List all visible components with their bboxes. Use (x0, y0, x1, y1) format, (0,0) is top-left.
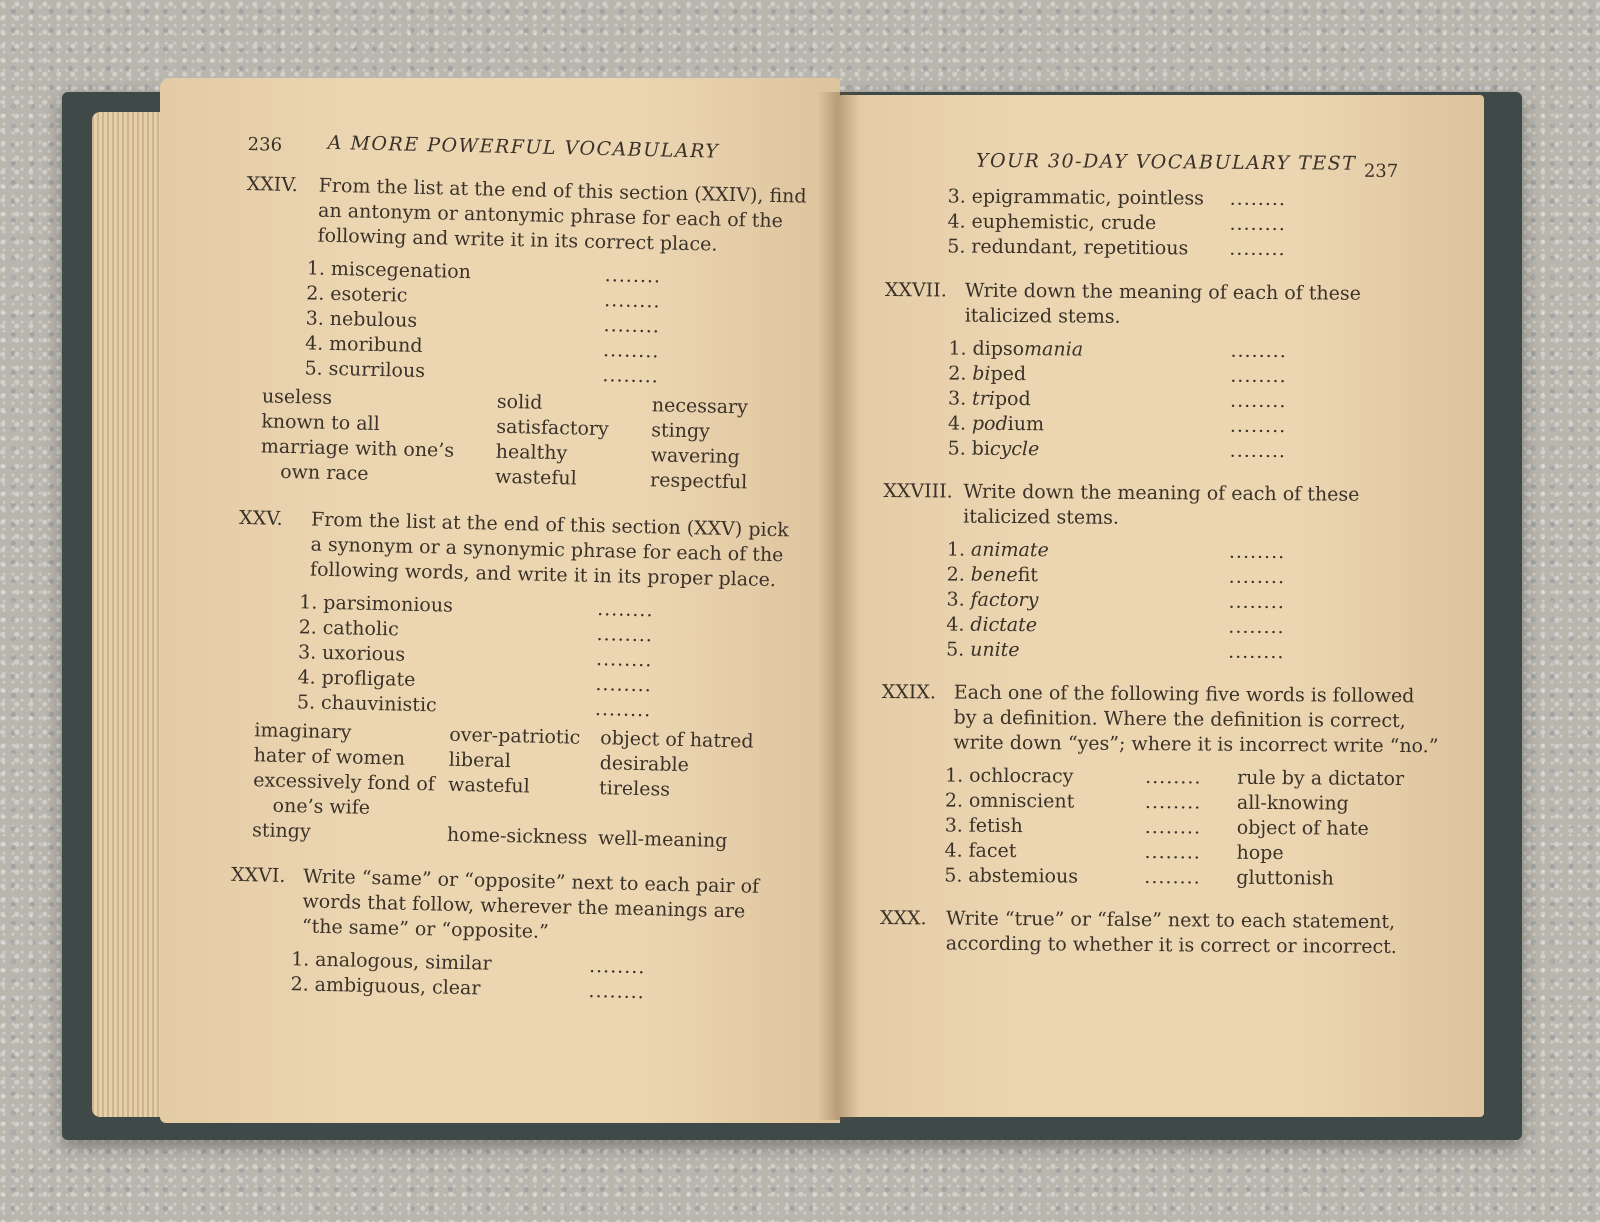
exercise-xxix (880, 680, 1442, 892)
right-page-text (879, 149, 1446, 960)
list-item: 1. ochlocracy ........ rule by a dictator (945, 764, 1405, 791)
list-item: 1. miscegenation ........ (306, 257, 662, 288)
exercise-instruction: Write “same” or “opposite” next to each pair of words that follow, wherever the meanings are “the same” or “opposite.” (301, 865, 760, 944)
list-item: 5. scurrilous ........ (304, 357, 660, 388)
list-item: 2. catholic ........ (298, 616, 654, 647)
antonym-word-list: useless known to all marriage with one’s own race solid satisfactory healthy wasteful necessary stingy wavering respectful (260, 385, 749, 494)
list-item: 2. omniscient ........ all-knowing (944, 789, 1349, 815)
left-page-text (228, 130, 808, 1008)
exercise-instruction: From the list at the end of this section (XXV) pick a synonym or a synonymic phrase for each of the following words, and write it in its proper place. (309, 508, 789, 592)
right-page (838, 95, 1484, 1117)
synonym-word-list: imaginary hater of women excessively fond of one’s wife stingy over-patriotic liberal wasteful home-sickness object of hatred desirable tireless well-meaning (251, 719, 754, 853)
exercise-xxv (232, 506, 800, 856)
list-item: 5. chauvinistic ........ (296, 691, 652, 722)
list-item: 4. podium ........ (947, 412, 1287, 438)
list-item: 2. ambiguous, clear ........ (290, 973, 646, 1004)
exercise-instruction: From the list at the end of this section (XXIV), find an antonym or antonymic phrase for each of the following and write it in its correct place. (317, 174, 807, 256)
exercise-xxiv (240, 172, 807, 497)
list-item: 3. nebulous ........ (305, 307, 661, 338)
exercise-instruction: Write down the meaning of each of these italicized stems. (963, 480, 1360, 529)
exercise-number: XXV. (238, 506, 283, 530)
list-item: 3. fetish ........ object of hate (944, 814, 1369, 840)
list-item: 3. factory ........ (946, 588, 1285, 614)
list-item: 2. benefit ........ (946, 563, 1286, 589)
list-item: 1. analogous, similar ........ (290, 948, 646, 979)
list-item: 1. parsimonious ........ (299, 591, 654, 622)
list-item: 5. abstemious ........ gluttonish (944, 864, 1334, 890)
exercise-number: XXVIII. (883, 479, 953, 503)
right-running-head (886, 149, 1446, 187)
list-item: 3. uxorious ........ (297, 641, 653, 672)
list-item: 2. biped ........ (948, 362, 1287, 388)
exercise-instruction: Write “true” or “false” next to each statement, according to whether it is correct or incorrect. (945, 907, 1397, 959)
exercise-number: XXIV. (246, 172, 299, 197)
exercise-number: XXVII. (884, 278, 947, 302)
page-number-right: 237 (1363, 160, 1399, 183)
exercise-xxviii (882, 479, 1443, 666)
list-item: 1. dipsomania ........ (948, 337, 1287, 363)
exercise-xxx (880, 906, 1440, 960)
exercise-instruction: Each one of the following five words is followed by a definition. Where the definition is correct, write down “yes”; where it is incorrect write “no.” (953, 681, 1439, 758)
page-number-left: 236 (247, 133, 283, 156)
exercise-number: XXIX. (881, 680, 937, 704)
left-running-head (247, 130, 808, 177)
list-item: 4. euphemistic, crude ........ (947, 210, 1286, 236)
list-item: 4. profligate ........ (297, 666, 653, 697)
exercise-xxvi (228, 863, 791, 1009)
list-item: 4. moribund ........ (304, 332, 660, 363)
exercise-xxvii (884, 278, 1445, 465)
exercise-number: XXVI. (230, 863, 286, 888)
list-item: 1. animate ........ (946, 538, 1286, 564)
list-item: 4. dictate ........ (946, 613, 1285, 639)
list-item: 3. epigrammatic, pointless ........ (947, 185, 1287, 211)
list-item: 4. facet ........ hope (944, 839, 1284, 865)
running-head-left: A MORE POWERFUL VOCABULARY (327, 131, 720, 163)
list-item: 5. bicycle ........ (947, 437, 1287, 463)
list-item: 5. unite ........ (946, 638, 1285, 664)
left-page (160, 78, 840, 1123)
running-head-right: YOUR 30-DAY VOCABULARY TEST (975, 149, 1357, 175)
list-item: 2. esoteric ........ (306, 282, 661, 313)
list-item: 5. redundant, repetitious ........ (947, 235, 1286, 261)
exercise-number: XXX. (879, 906, 927, 930)
exercise-xxvi-continued (947, 185, 1446, 264)
list-item: 3. tripod ........ (948, 387, 1287, 413)
exercise-instruction: Write down the meaning of each of these italicized stems. (964, 279, 1362, 328)
book-gutter (818, 92, 860, 1120)
